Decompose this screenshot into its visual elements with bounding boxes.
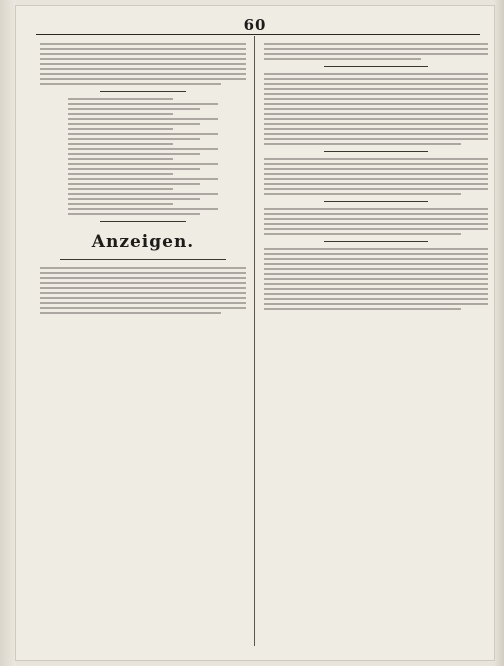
separator <box>324 151 428 152</box>
notice-block <box>264 208 488 235</box>
notice-block <box>264 248 488 310</box>
notice-block <box>264 158 488 195</box>
separator <box>324 201 428 202</box>
separator <box>324 241 428 242</box>
section-heading: Anzeigen. <box>91 232 195 252</box>
separator <box>324 66 428 67</box>
separator <box>100 221 186 222</box>
separator <box>60 259 226 260</box>
notice-block <box>264 73 488 145</box>
page-right-edge <box>494 0 504 666</box>
separator <box>100 91 186 92</box>
newspaper-page <box>16 6 494 660</box>
header-rule <box>36 34 480 35</box>
notice-paragraph <box>40 267 246 314</box>
page-left-edge <box>0 0 16 666</box>
page-number: 60 <box>243 16 267 34</box>
column-divider <box>254 36 255 646</box>
poem <box>68 98 218 215</box>
right-column <box>264 40 488 646</box>
notice-block <box>264 43 488 60</box>
opening-paragraph <box>40 43 246 85</box>
left-column <box>40 40 246 646</box>
